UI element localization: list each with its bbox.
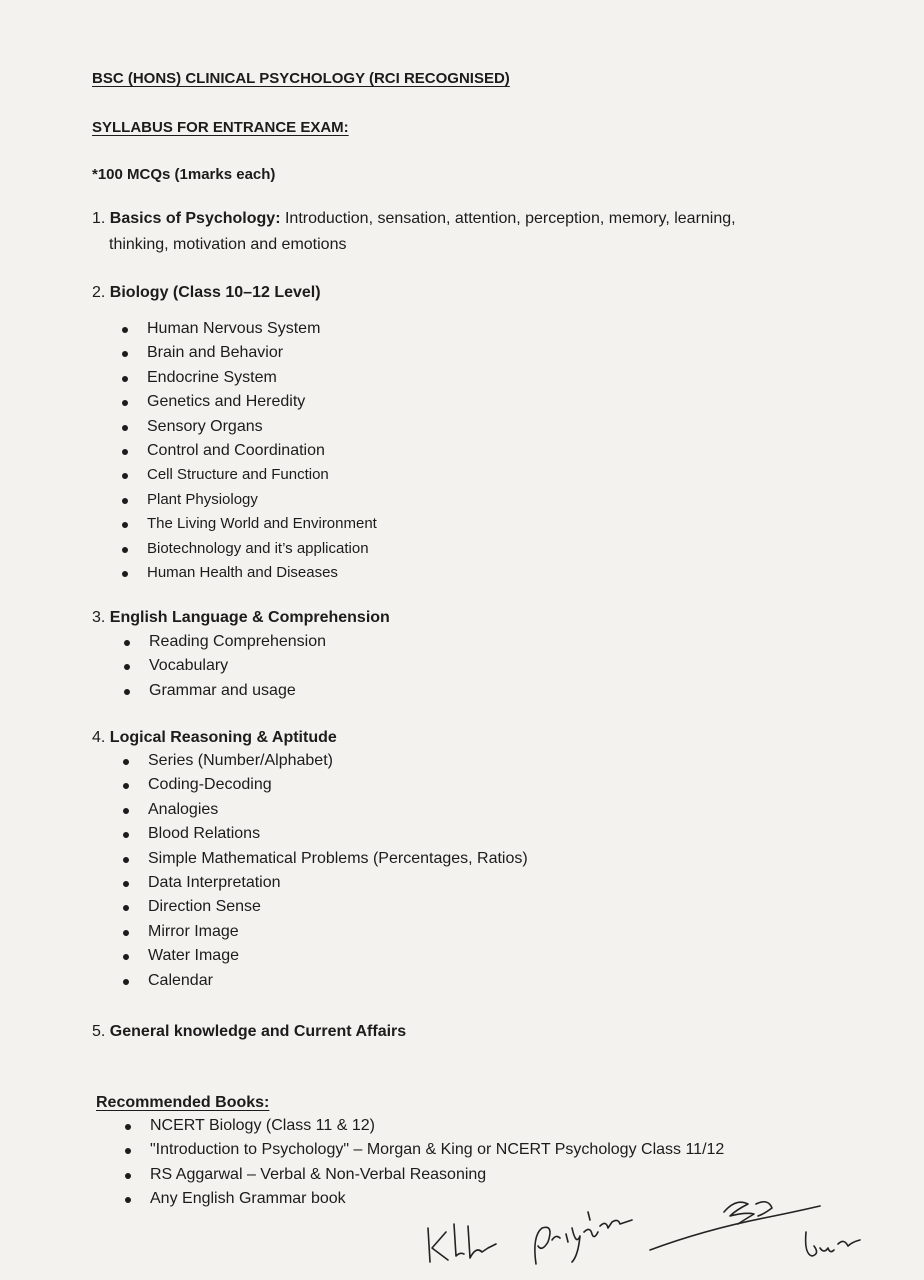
- document-title: BSC (HONS) CLINICAL PSYCHOLOGY (RCI RECOGNISED): [92, 70, 510, 87]
- section-2-heading: [92, 284, 321, 302]
- list-item: Brain and Behavior: [147, 341, 377, 365]
- list-item: Sensory Organs: [147, 415, 377, 439]
- list-item: Control and Coordination: [147, 439, 377, 463]
- list-item: Vocabulary: [149, 654, 326, 678]
- bullet-icon: [124, 664, 130, 670]
- bullet-icon: [125, 1173, 131, 1179]
- bullet-icon: [123, 857, 129, 863]
- list-item: Endocrine System: [147, 366, 377, 390]
- list-item: Genetics and Heredity: [147, 390, 377, 414]
- list-item: RS Aggarwal – Verbal & Non-Verbal Reasoning: [150, 1163, 724, 1187]
- list-item: Human Health and Diseases: [147, 561, 377, 585]
- bullet-icon: [123, 759, 129, 765]
- bullet-icon: [123, 783, 129, 789]
- recommended-books-heading: Recommended Books:: [96, 1094, 270, 1111]
- list-item: NCERT Biology (Class 11 & 12): [150, 1114, 724, 1138]
- section-1-heading: [92, 210, 736, 228]
- bullet-icon: [122, 351, 128, 357]
- signature-1: [420, 1218, 500, 1266]
- signature-2: [528, 1206, 640, 1272]
- recommended-books-list: [150, 1114, 724, 1212]
- signature-4: [800, 1224, 864, 1264]
- list-item: Biotechnology and it’s application: [147, 537, 377, 561]
- list-item: Blood Relations: [148, 822, 528, 846]
- section-title: Biology (Class 10–12 Level): [109, 284, 321, 301]
- bullet-icon: [122, 400, 128, 406]
- signature-3: [644, 1194, 826, 1258]
- bullet-icon: [124, 640, 130, 646]
- list-item: Simple Mathematical Problems (Percentages, Ratios): [148, 847, 528, 871]
- bullet-icon: [125, 1197, 131, 1203]
- bullet-icon: [122, 522, 128, 528]
- bullet-icon: [122, 473, 128, 479]
- biology-topic-list: [147, 317, 377, 585]
- list-item: Analogies: [148, 798, 528, 822]
- list-item: Mirror Image: [148, 920, 528, 944]
- list-item: Plant Physiology: [147, 488, 377, 512]
- bullet-icon: [124, 689, 130, 695]
- section-3-heading: [92, 609, 390, 627]
- bullet-icon: [123, 832, 129, 838]
- bullet-icon: [122, 376, 128, 382]
- list-item: Cell Structure and Function: [147, 463, 377, 487]
- bullet-icon: [122, 449, 128, 455]
- section-description: Introduction, sensation, attention, perception, memory, learning,: [284, 210, 736, 227]
- syllabus-heading: SYLLABUS FOR ENTRANCE EXAM:: [92, 119, 349, 136]
- bullet-icon: [123, 905, 129, 911]
- bullet-icon: [125, 1124, 131, 1130]
- bullet-icon: [122, 547, 128, 553]
- list-item: Calendar: [148, 969, 528, 993]
- section-number: 5.: [92, 1023, 106, 1040]
- bullet-icon: [123, 954, 129, 960]
- section-5-heading: [92, 1023, 406, 1041]
- list-item: Direction Sense: [148, 895, 528, 919]
- bullet-icon: [122, 571, 128, 577]
- list-item: Any English Grammar book: [150, 1187, 724, 1211]
- section-description-cont: thinking, motivation and emotions: [109, 236, 347, 253]
- list-item: Data Interpretation: [148, 871, 528, 895]
- section-number: 2.: [92, 284, 106, 301]
- bullet-icon: [123, 979, 129, 985]
- list-item: Coding-Decoding: [148, 773, 528, 797]
- list-item: Grammar and usage: [149, 679, 326, 703]
- bullet-icon: [123, 881, 129, 887]
- bullet-icon: [122, 498, 128, 504]
- section-title: General knowledge and Current Affairs: [109, 1023, 407, 1040]
- list-item: Human Nervous System: [147, 317, 377, 341]
- bullet-icon: [122, 327, 128, 333]
- bullet-icon: [123, 808, 129, 814]
- section-title: Basics of Psychology:: [109, 210, 281, 227]
- section-number: 4.: [92, 729, 106, 746]
- section-number: 3.: [92, 609, 106, 626]
- list-item: The Living World and Environment: [147, 512, 377, 536]
- section-4-heading: [92, 729, 337, 747]
- english-topic-list: [149, 630, 326, 703]
- section-title: English Language & Comprehension: [109, 609, 390, 626]
- section-number: 1.: [92, 210, 106, 227]
- list-item: "Introduction to Psychology" – Morgan & King or NCERT Psychology Class 11/12: [150, 1138, 724, 1162]
- section-title: Logical Reasoning & Aptitude: [109, 729, 337, 746]
- reasoning-topic-list: [148, 749, 528, 993]
- list-item: Water Image: [148, 944, 528, 968]
- bullet-icon: [123, 930, 129, 936]
- mcq-note: *100 MCQs (1marks each): [92, 166, 276, 183]
- list-item: Reading Comprehension: [149, 630, 326, 654]
- list-item: Series (Number/Alphabet): [148, 749, 528, 773]
- bullet-icon: [122, 425, 128, 431]
- bullet-icon: [125, 1148, 131, 1154]
